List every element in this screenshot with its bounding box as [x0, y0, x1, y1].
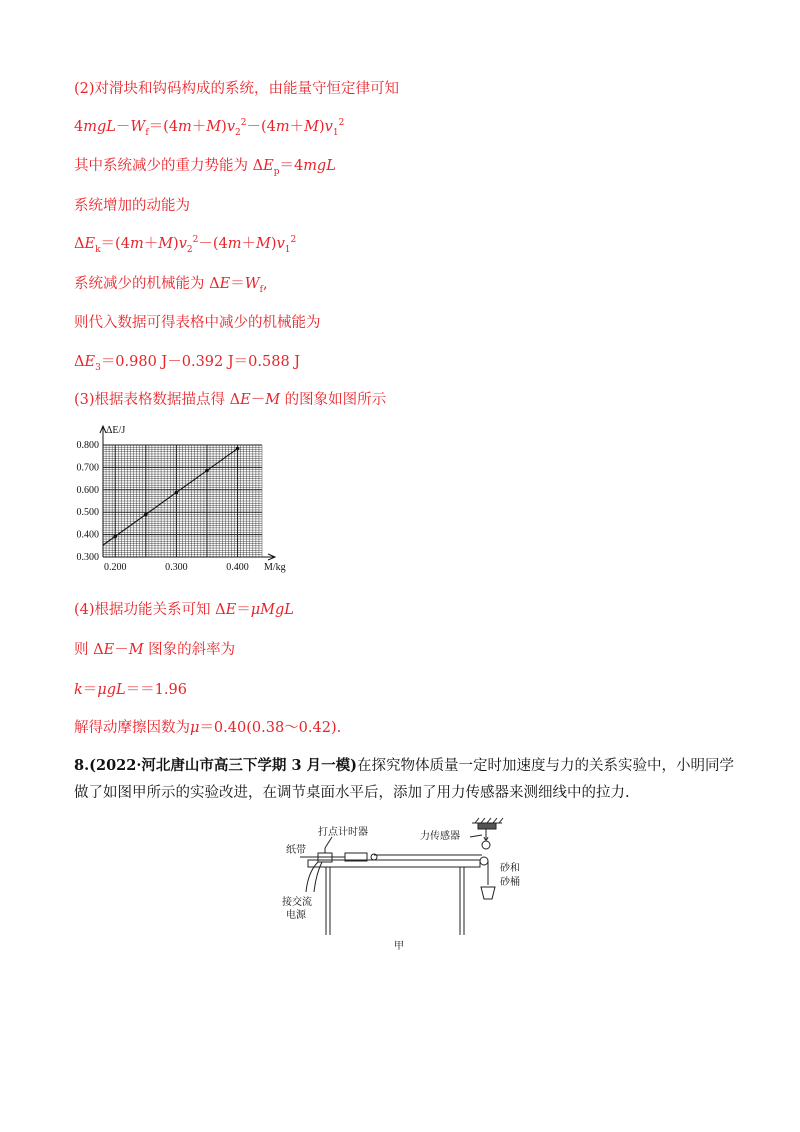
eq-term: M — [206, 119, 222, 135]
eq-term: ) — [319, 119, 325, 135]
sensor-label: 力传感器 — [420, 831, 460, 842]
slope-head — [74, 638, 235, 659]
text: ＝ — [82, 682, 98, 698]
data-point — [175, 491, 179, 495]
y-tick-label: 0.300 — [76, 552, 99, 563]
var: μgL — [97, 682, 126, 698]
tape-label: 纸带 — [286, 845, 306, 856]
edge-pulley-icon — [480, 857, 488, 865]
eq-term: ＋ — [191, 119, 207, 135]
text: ＝ — [236, 602, 251, 618]
text: (4)根据功能关系可知 Δ — [74, 602, 226, 618]
text: 系统减少的机械能为 Δ — [74, 276, 220, 292]
eq-sub: 2 — [235, 127, 241, 138]
text: , — [262, 276, 268, 292]
question-8 — [74, 752, 744, 807]
text: ＝0.40(0.38～0.42). — [199, 720, 342, 736]
eq-term: v — [276, 236, 285, 252]
data-point — [144, 513, 148, 517]
friction-coefficient-line — [74, 716, 341, 737]
eq-sub: 2 — [186, 244, 193, 255]
sensor-leader — [470, 835, 482, 837]
upper-pulley-icon — [482, 841, 490, 849]
kinetic-energy-head: 系统增加的动能为 — [74, 198, 190, 214]
var: E — [84, 354, 96, 370]
text: ＝4 — [279, 158, 304, 174]
text: 图象的斜率为 — [143, 642, 236, 658]
text: (3)根据表格数据描点得 Δ — [74, 392, 241, 408]
text: 其中系统减少的重力势能为 Δ — [74, 158, 264, 174]
question-source: (2022·河北唐山市高三下学期 3 月一模) — [89, 757, 357, 774]
y-tick-label: 0.800 — [76, 440, 99, 451]
data-point — [113, 535, 117, 539]
text: － — [250, 392, 266, 408]
var: μMgL — [250, 602, 294, 618]
figure-caption: 甲 — [394, 941, 404, 952]
eq-term: W — [130, 119, 146, 135]
eq-term: ＝(4 — [100, 236, 130, 252]
sand-bucket-icon — [481, 887, 495, 899]
question-number: 8. — [74, 757, 90, 774]
eq-term: M — [304, 119, 319, 135]
text: 则 Δ — [74, 642, 104, 658]
var: M — [128, 642, 144, 658]
force-sensor-block — [478, 823, 496, 829]
chart-grid — [103, 445, 262, 557]
text: ＝ — [230, 276, 245, 292]
eq-term: mgL — [83, 119, 116, 135]
solution-line-2-head: (2)对滑块和钩码构成的系统，由能量守恒定律可知 — [74, 81, 400, 97]
eq-term: ) — [173, 236, 179, 252]
eq-term: M — [158, 236, 174, 252]
eq-term: －(4 — [246, 119, 276, 135]
data-point — [236, 447, 240, 451]
sub: 3 — [95, 362, 101, 373]
y-tick-label: 0.500 — [76, 507, 99, 519]
data-point — [205, 469, 209, 473]
chart-marks — [103, 447, 239, 545]
timer-leader — [325, 837, 332, 848]
text: ＝＝1.96 — [125, 682, 187, 698]
apparatus-figure — [270, 815, 530, 955]
x-axis-label: M/kg — [264, 562, 286, 573]
sand-label-1: 砂和 — [500, 863, 520, 874]
eq-term: ＝(4 — [148, 119, 179, 135]
eq-sub: 1 — [284, 244, 291, 255]
eq-term: m — [178, 119, 192, 135]
sand-label-2: 砂桶 — [500, 877, 520, 888]
eq-term: v — [324, 119, 333, 135]
eq-term: v — [226, 119, 236, 135]
eq-sub: 1 — [332, 127, 339, 138]
text: 的图象如图所示 — [280, 392, 387, 408]
x-tick-label: 0.200 — [103, 562, 127, 573]
eq-term: m — [275, 119, 290, 135]
text: － — [114, 642, 129, 658]
y-axis-label: ΔE/J — [106, 425, 126, 436]
var: k — [74, 682, 83, 698]
var: W — [244, 276, 260, 292]
var: M — [265, 392, 281, 408]
var: E — [240, 392, 251, 408]
var: E — [103, 642, 115, 658]
eq-term: Δ — [74, 236, 85, 252]
eq-term: －(4 — [198, 236, 228, 252]
eq-term: － — [115, 119, 131, 135]
y-tick-label: 0.600 — [76, 484, 99, 496]
var: mgL — [303, 158, 336, 174]
var: μ — [190, 720, 200, 736]
text: Δ — [74, 354, 85, 370]
ceiling-hatch — [475, 818, 503, 823]
eq-sup: 2 — [192, 235, 199, 246]
eq-term: ＋ — [241, 236, 257, 252]
eq-term: E — [84, 236, 96, 252]
eq-sup: 2 — [338, 118, 345, 129]
y-tick-label: 0.700 — [76, 462, 99, 474]
y-tick-label: 0.400 — [76, 529, 99, 541]
var: E — [219, 276, 231, 292]
eq-sub: f — [145, 127, 149, 138]
power-label-2: 电源 — [286, 910, 306, 921]
eq-term: ) — [221, 119, 227, 135]
eq-term: ＋ — [143, 236, 159, 252]
sub: p — [273, 166, 280, 177]
power-label-1: 接交流 — [282, 897, 312, 908]
eq-sub: k — [95, 244, 101, 255]
eq-term: m — [129, 236, 144, 252]
slope-value — [74, 678, 187, 699]
x-tick-label: 0.400 — [226, 562, 249, 573]
eq-sup: 2 — [240, 118, 247, 129]
eq-term: v — [178, 236, 187, 252]
text: ＝0.980 J－0.392 J＝0.588 J — [100, 354, 301, 370]
eq-term: 4 — [74, 119, 84, 135]
eq-term: M — [256, 236, 271, 252]
eq-sup: 2 — [290, 235, 297, 246]
eq-term: ) — [270, 236, 277, 252]
timer-label: 打点计时器 — [318, 827, 368, 838]
question-text: 在探究物体质量一定时加速度与力的关系实验中，小明同学做了如图甲所示的实验改进，在调节桌面水平后，添加了用力传感器来测细线中的拉力. — [74, 758, 734, 801]
eq-term: m — [227, 236, 242, 252]
var: E — [225, 602, 237, 618]
work-energy-line — [74, 598, 294, 619]
x-tick-label: 0.300 — [165, 562, 188, 573]
text: 解得动摩擦因数为 — [74, 720, 190, 736]
table-top — [308, 860, 480, 867]
eq-term: ＋ — [289, 119, 305, 135]
sub: f — [259, 284, 263, 295]
substitution-head: 则代入数据可得表格中减少的机械能为 — [74, 315, 321, 331]
var: E — [263, 158, 274, 174]
